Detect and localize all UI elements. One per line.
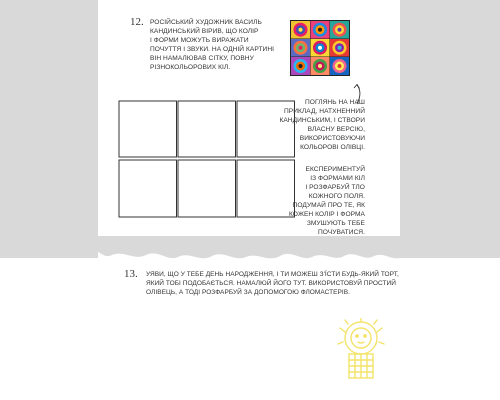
task-13-text [146, 270, 399, 297]
drawing-grid [118, 100, 296, 218]
text-line: ОЛІВЕЦЬ, А ТОДІ РОЗФАРБУЙ ЗА ДОПОМОГОЮ ФЛОМАСТЕРІВ. [146, 289, 351, 296]
text-line: ПОЧУВАТИСЯ. [317, 229, 365, 236]
text-line: ВІН НАМАЛЮВАВ СІТКУ, ПОВНУ [150, 55, 254, 62]
text-line: ЯКИЙ ТОБІ ПОДОБАЄТЬСЯ. НАМАЛЮЙ ЙОГО ТУТ. ВИКОРИСТОВУЙ ПРОСТИЙ [146, 280, 396, 287]
text-line: КОЛЬОРОВІ ОЛІВЦІ. [300, 144, 365, 151]
lion-logo-icon [336, 318, 386, 382]
task-12-number: 12. [130, 16, 144, 28]
grid-cell [119, 160, 177, 217]
text-line: ЗМУШУЮТЬ ТЕБЕ [306, 220, 365, 227]
grid-cell [178, 160, 236, 217]
text-line: КОЖНОГО ПОЛЯ. [308, 193, 365, 200]
text-line: ПОЧУТТЯ І ЗВУКИ. НА ОДНІЙ КАРТИНІ [150, 46, 275, 53]
text-line: ЕКСПЕРИМЕНТУЙ [305, 166, 365, 173]
text-line: І ФОРМИ МОЖУТЬ ВИРАЖАТИ [150, 37, 249, 44]
text-line: КАНДИНСЬКИМ, І СТВОРИ [279, 117, 365, 124]
grid-cell [119, 101, 177, 157]
task-12-intro [150, 18, 274, 72]
text-line: КОЖЕН КОЛІР І ФОРМА [288, 211, 365, 218]
kandinsky-circles-grid-illustration [290, 20, 350, 76]
text-line: РОСІЙСЬКИЙ ХУДОЖНИК ВАСИЛЬ [150, 19, 262, 26]
text-line: ПРИКЛАД, НАТХНЕННИЙ [284, 108, 365, 115]
text-line: ПОДУМАЙ ПРО ТЕ, ЯК [292, 202, 365, 209]
text-line: І РОЗФАРБУЙ ТЛО [305, 184, 365, 191]
grid-cell [237, 160, 295, 217]
text-line: ВЛАСНУ ВЕРСІЮ, [307, 126, 365, 133]
text-line: УЯВИ, ЩО У ТЕБЕ ДЕНЬ НАРОДЖЕННЯ, І ТИ МОЖЕШ З'ЇСТИ БУДЬ-ЯКИЙ ТОРТ, [146, 271, 399, 278]
text-line: КАНДИНСЬКИЙ ВІРИВ, ЩО КОЛІР [150, 28, 259, 35]
text-line: РІЗНОКОЛЬОРОВИХ КІЛ. [150, 64, 231, 71]
task-12-hint [279, 98, 365, 152]
text-line: ІЗ ФОРМАМИ КІЛ [310, 175, 365, 182]
grid-cell [178, 101, 236, 157]
brush-edge-decoration [98, 236, 400, 266]
task-13-number: 13. [124, 268, 138, 280]
task-12-experiment [289, 165, 365, 237]
text-line: ВИКОРИСТОВУЮЧИ [299, 135, 365, 142]
text-line: ПОГЛЯНЬ НА НАШ [305, 99, 365, 106]
